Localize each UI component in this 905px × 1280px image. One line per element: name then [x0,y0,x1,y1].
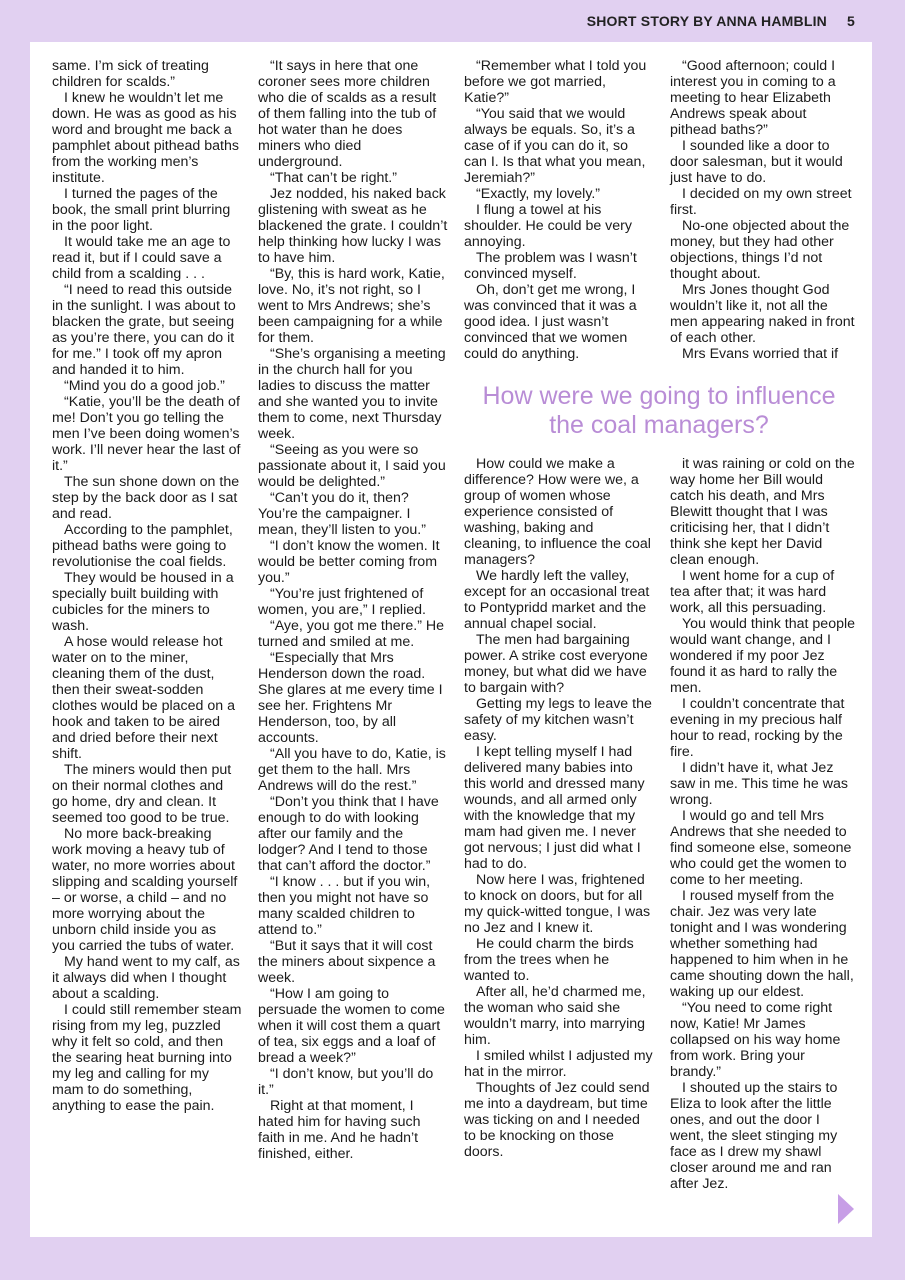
paragraph: It would take me an age to read it, but if I could save a child from a scalding . . . [52,234,231,282]
column-4-top [670,58,856,362]
column-3-bottom [464,456,654,1160]
paragraph: Mrs Jones thought God wouldn’t like it, not all the men appearing naked in front of each other. [670,282,855,346]
paragraph: Oh, don’t get me wrong, I was convinced that it was a good idea. I just wasn’t convinced that we women could do anything. [464,282,637,362]
article-page [30,42,872,1237]
paragraph: “You said that we would always be equals. So, it’s a case of if you can do it, so can I. Is that what you mean, Jeremiah?” [464,106,646,186]
paragraph: “Don’t you think that I have enough to do with looking after our family and the lodger? And I tend to those that can’t afford the doctor.” [258,794,439,874]
paragraph: “By, this is hard work, Katie, love. No, it’s not right, so I went to Mrs Andrews; she’s been campaigning for a while for them. [258,266,445,346]
paragraph: “Mind you do a good job.” [64,378,225,394]
paragraph: “Seeing as you were so passionate about it, I said you would be delighted.” [258,442,446,490]
paragraph: “You need to come right now, Katie! Mr James collapsed on his way home from work. Bring your brandy.” [670,1000,841,1080]
paragraph: “Exactly, my lovely.” [476,186,601,202]
paragraph: I smiled whilst I adjusted my hat in the mirror. [464,1048,653,1080]
paragraph: I turned the pages of the book, the small print blurring in the poor light. [52,186,231,234]
paragraph: I flung a towel at his shoulder. He could be very annoying. [464,202,632,250]
page-header [0,0,905,42]
paragraph: The miners would then put on their normal clothes and go home, dry and clean. It seemed too good to be true. [52,762,232,826]
paragraph: No more back-breaking work moving a heavy tub of water, no more worries about slipping and scalding yourself – or worse, a child – and no more worrying about the unborn child inside you as you carried the tubs of water. [52,826,238,954]
paragraph: “Katie, you’ll be the death of me! Don’t you go telling the men I’ve been doing women’s work. I’ll never hear the last of it.” [52,394,241,474]
paragraph: I roused myself from the chair. Jez was very late tonight and I was wondering whether something had happened to him when in he came shouting down the hall, waking up our eldest. [670,888,854,1000]
paragraph: Thoughts of Jez could send me into a daydream, but time was ticking on and I needed to be knocking on those doors. [464,1080,650,1160]
paragraph: “I don’t know the women. It would be better coming from you.” [258,538,440,586]
paragraph: We hardly left the valley, except for an occasional treat to Pontypridd market and the annual chapel social. [464,568,650,632]
paragraph: I went home for a cup of tea after that; it was hard work, all this persuading. [670,568,835,616]
paragraph: “Aye, you got me there.” He turned and smiled at me. [258,618,445,650]
column-4-bottom [670,456,856,1192]
paragraph: “How I am going to persuade the women to come when it will cost them a quart of tea, six eggs and a loaf of bread a week?” [258,986,445,1066]
paragraph: “Can’t you do it, then? You’re the campaigner. I mean, they’ll listen to you.” [258,490,426,538]
paragraph: The men had bargaining power. A strike cost everyone money, but what did we have to bargain with? [464,632,648,696]
pull-quote: How were we going to influence the coal managers? [482,382,836,439]
paragraph: “Especially that Mrs Henderson down the road. She glares at me every time I see her. Frightens Mr Henderson, too, by all accounts. [258,650,443,746]
paragraph: I knew he wouldn’t let me down. He was as good as his word and brought me back a pamphlet about pithead baths from the working men’s institute. [52,90,239,186]
paragraph: I kept telling myself I had delivered many babies into this world and dressed many wounds, and all armed only with the knowledge that my mam had given me. I never got nervous; I just did what I had to do. [464,744,645,872]
paragraph: I didn’t have it, what Jez saw in me. This time he was wrong. [670,760,848,808]
paragraph: After all, he’d charmed me, the woman who said she wouldn’t marry, into marrying him. [464,984,646,1048]
paragraph: He could charm the birds from the trees when he wanted to. [464,936,634,984]
column-3-top [464,58,654,362]
paragraph: “It says in here that one coroner sees more children who die of scalds as a result of them falling into the tub of hot water than he does miners who died underground. [258,58,437,170]
paragraph: “You’re just frightened of women, you are,” I replied. [258,586,426,618]
column-1 [52,58,242,1114]
story-byline: SHORT STORY BY ANNA HAMBLIN [586,13,827,29]
paragraph: How could we make a difference? How were we, a group of women whose experience consisted of washing, baking and cleaning, to influence the coal managers? [464,456,651,568]
paragraph: “Good afternoon; could I interest you in coming to a meeting to hear Elizabeth Andrews speak about pithead baths?” [670,58,836,138]
paragraph: My hand went to my calf, as it always did when I thought about a scalding. [52,954,240,1002]
column-2 [258,58,448,1162]
paragraph: I couldn’t concentrate that evening in my precious half hour to read, rocking by the fire. [670,696,845,760]
paragraph: “But it says that it will cost the miners about sixpence a week. [258,938,436,986]
paragraph: “I need to read this outside in the sunlight. I was about to blacken the grate, but seeing as you’re there, you can do it for me.” I took off my apron and handed it to him. [52,282,236,378]
paragraph: I shouted up the stairs to Eliza to look after the little ones, and out the door I went, the sleet stinging my face as I drew my shawl closer around me and ran after Jez. [670,1080,838,1192]
paragraph: I decided on my own street first. [670,186,852,218]
continue-arrow-icon [838,1194,854,1224]
paragraph: same. I’m sick of treating children for scalds.” [52,58,209,90]
paragraph: I would go and tell Mrs Andrews that she needed to find someone else, someone who could get the women to come to her meeting. [670,808,852,888]
paragraph: No-one objected about the money, but they had other objections, things I’d not thought about. [670,218,850,282]
paragraph: The problem was I wasn’t convinced myself. [464,250,637,282]
paragraph: Jez nodded, his naked back glistening with sweat as he blackened the grate. I couldn’t help thinking how lucky I was to have him. [258,186,448,266]
paragraph: Right at that moment, I hated him for having such faith in me. And he hadn’t finished, either. [258,1098,421,1162]
paragraph: Getting my legs to leave the safety of my kitchen wasn’t easy. [464,696,652,744]
paragraph: They would be housed in a specially built building with cubicles for the miners to wash. [52,570,234,634]
paragraph: “All you have to do, Katie, is get them to the hall. Mrs Andrews will do the rest.” [258,746,446,794]
paragraph: The sun shone down on the step by the back door as I sat and read. [52,474,240,522]
paragraph: “Remember what I told you before we got married, Katie?” [464,58,647,106]
paragraph: Now here I was, frightened to knock on doors, but for all my quick-witted tongue, I was no Jez and I knew it. [464,872,651,936]
paragraph: “I know . . . but if you win, then you might not have so many scalded children to attend to.” [258,874,431,938]
paragraph: You would think that people would want change, and I wondered if my poor Jez found it as hard to rally the men. [670,616,856,696]
page-number: 5 [847,13,855,29]
paragraph: Mrs Evans worried that if [682,346,839,362]
paragraph: “She’s organising a meeting in the church hall for you ladies to discuss the matter and she wanted you to invite them to come, next Thursday week. [258,346,446,442]
paragraph: “I don’t know, but you’ll do it.” [258,1066,434,1098]
paragraph: it was raining or cold on the way home her Bill would catch his death, and Mrs Blewitt thought that I was criticising her, that I didn’t think she kept her David clean enough. [670,456,855,568]
paragraph: I could still remember steam rising from my leg, puzzled why it felt so cold, and then the searing heat burning into my leg and calling for my mam to do something, anything to ease the pain. [52,1002,242,1114]
paragraph: “That can’t be right.” [270,170,397,186]
paragraph: According to the pamphlet, pithead baths were going to revolutionise the coal fields. [52,522,233,570]
paragraph: I sounded like a door to door salesman, but it would just have to do. [670,138,843,186]
paragraph: A hose would release hot water on to the miner, cleaning them of the dust, then their sweat-sodden clothes would be placed on a hook and taken to be aired and dried before their next shift. [52,634,235,762]
